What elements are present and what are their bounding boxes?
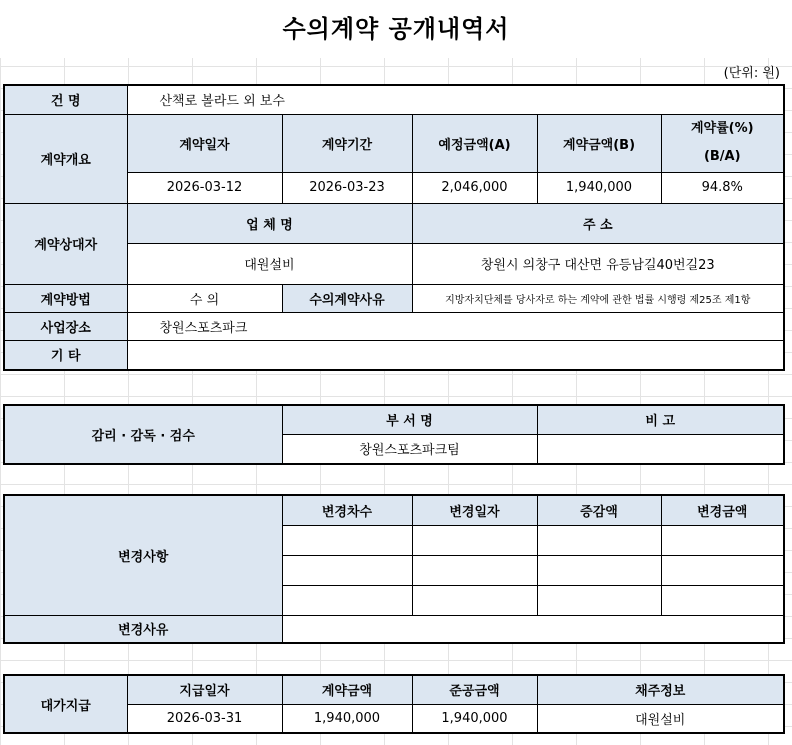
- change-cell: [412, 525, 537, 555]
- name-label: 건 명: [4, 85, 127, 114]
- inspection-label: 감리 · 감독 · 검수: [4, 405, 282, 464]
- payment-date: 2026-03-31: [127, 704, 282, 733]
- change-cell: [537, 555, 661, 585]
- change-reason-label: 변경사유: [4, 615, 282, 643]
- change-amount-header: 변경금액: [661, 495, 784, 525]
- payment-label: 대가지급: [4, 675, 127, 733]
- contract-name: 산책로 볼라드 외 보수: [127, 85, 784, 114]
- estimated-amount: 2,046,000: [412, 172, 537, 203]
- method-label: 계약방법: [4, 284, 127, 312]
- change-cell: [661, 555, 784, 585]
- payment-table: [3, 674, 785, 734]
- payment-contract-amount: 1,940,000: [282, 704, 412, 733]
- contract-reason: 지방자치단체를 당사자로 하는 계약에 관한 법률 시행령 제25조 제1항: [412, 284, 784, 312]
- change-cell: [537, 525, 661, 555]
- inspection-note: [537, 434, 784, 464]
- creditor-name: 대원설비: [537, 704, 784, 733]
- payment-complete-header: 준공금액: [412, 675, 537, 704]
- payment-complete-amount: 1,940,000: [412, 704, 537, 733]
- contract-rate-header-line2: (B/A): [703, 149, 741, 164]
- etc-label: 기 타: [4, 340, 127, 370]
- change-diff-header: 증감액: [537, 495, 661, 525]
- change-cell: [412, 585, 537, 615]
- change-cell: [537, 585, 661, 615]
- page-title: 수의계약 공개내역서: [0, 0, 792, 58]
- site-label: 사업장소: [4, 312, 127, 340]
- change-cell: [412, 555, 537, 585]
- department-header: 부 서 명: [282, 405, 537, 434]
- creditor-header: 채주정보: [537, 675, 784, 704]
- contract-amount: 1,940,000: [537, 172, 661, 203]
- changes-table: [3, 494, 785, 644]
- contract-etc: [127, 340, 784, 370]
- overview-label: 계약개요: [4, 114, 127, 203]
- contract-table: [3, 84, 785, 371]
- unit-note: (단위: 원): [723, 66, 780, 81]
- contract-date-header: 계약일자: [127, 114, 282, 172]
- change-cell: [282, 525, 412, 555]
- change-cell: [661, 525, 784, 555]
- payment-contract-header: 계약금액: [282, 675, 412, 704]
- company-name: 대원설비: [127, 243, 412, 284]
- company-address: 창원시 의창구 대산면 유등남길40번길23: [412, 243, 784, 284]
- address-header: 주 소: [412, 203, 784, 243]
- contract-date: 2026-03-12: [127, 172, 282, 203]
- change-reason: [282, 615, 784, 643]
- estimated-amount-header: 예정금액(A): [412, 114, 537, 172]
- change-cell: [282, 555, 412, 585]
- party-label: 계약상대자: [4, 203, 127, 284]
- change-date-header: 변경일자: [412, 495, 537, 525]
- inspection-table: [3, 404, 785, 465]
- change-round-header: 변경차수: [282, 495, 412, 525]
- change-cell: [661, 585, 784, 615]
- payment-date-header: 지급일자: [127, 675, 282, 704]
- contract-rate: 94.8%: [661, 172, 784, 203]
- contract-period-header: 계약기간: [282, 114, 412, 172]
- changes-label: 변경사항: [4, 495, 282, 615]
- contract-amount-header: 계약금액(B): [537, 114, 661, 172]
- change-cell: [282, 585, 412, 615]
- contract-rate-header-line1: 계약률(%): [690, 121, 754, 136]
- contract-period: 2026-03-23: [282, 172, 412, 203]
- reason-label: 수의계약사유: [282, 284, 412, 312]
- company-header: 업 체 명: [127, 203, 412, 243]
- department-name: 창원스포츠파크팀: [282, 434, 537, 464]
- contract-site: 창원스포츠파크: [127, 312, 784, 340]
- contract-method: 수 의: [127, 284, 282, 312]
- note-header: 비 고: [537, 405, 784, 434]
- contract-rate-header: [661, 114, 784, 172]
